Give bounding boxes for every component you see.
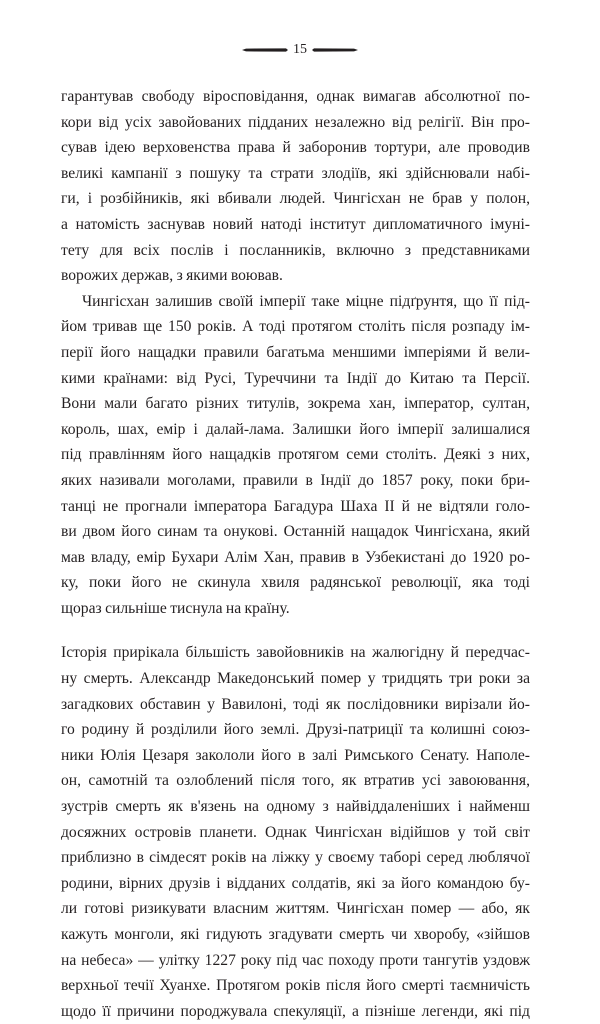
text-line: ви двом його синам та онукові. Останній нащадок Чингісхана, який: [61, 523, 530, 541]
text-line: ники Юлія Цезаря закололи його в залі Римського Сенату. Наполе-: [61, 746, 530, 764]
text-line: король, шах, емір і далай-лама. Залишки його імперії залишалися: [61, 420, 530, 438]
paragraph-2: [61, 289, 530, 622]
paragraph-3: [61, 640, 530, 1024]
text-line: загадкових обставин у Вавилоні, тоді як послідовники вирізали йо-: [61, 695, 530, 713]
text-line: Вони мали багато різних титулів, зокрема хан, імператор, султан,: [61, 395, 530, 413]
text-line: яких називали моголами, правили в Індії до 1857 року, поки бри-: [61, 471, 530, 489]
text-line: великі кампанії з пошуку та страти злодіїв, які здійснювали набі-: [61, 164, 530, 182]
text-line: кори від усіх завойованих підданих незалежно від релігії. Він про-: [61, 113, 530, 131]
text-line: мав владу, емір Бухари Алім Хан, правив в Узбекистані до 1920 ро-: [61, 548, 530, 566]
right-ornament-icon: [312, 45, 358, 55]
text-line: родини, вірних друзів і відданих солдатів, які за його командою бу-: [61, 874, 530, 892]
text-line: верхньої течії Хуанхе. Протягом років після його смерті таємничість: [61, 977, 530, 995]
text-line: перії його нащадки правили багатьма меншими імперіями й вели-: [61, 343, 530, 361]
text-line: го родину й розділили його землі. Друзі-патриції та колишні союз-: [61, 721, 530, 739]
page-header: [0, 40, 600, 60]
text-line: кими країнами: від Русі, Туреччини та Індії до Китаю та Персії.: [61, 369, 530, 387]
text-line: на небеса» — улітку 1227 року під час походу проти тангутів уздовж: [61, 951, 530, 969]
text-line: щодо її причини породжувала спекуляції, а пізніше легенди, які під: [61, 1002, 530, 1020]
text-line: ворожих держав, з якими воював.: [61, 267, 283, 285]
page-number: 15: [293, 42, 307, 57]
paragraph-1: [61, 84, 530, 289]
text-line: Історія прирікала більшість завойовників на жалюгідну й передчас-: [61, 644, 530, 662]
text-line: ку, поки його не скинула хвиля радянської революції, яка тоді: [61, 574, 530, 592]
text-line: щораз сильніше тиснула на країну.: [61, 599, 290, 617]
text-line: ги, і розбійників, які вбивали людей. Чингісхан не брав у полон,: [61, 190, 530, 208]
text-line: під правлінням його нащадків протягом семи століть. Деякі з них,: [61, 446, 530, 464]
text-line: йом тривав ще 150 років. А тоді протягом століть після розпаду ім-: [61, 318, 530, 336]
text-line: он, самотній та озлоблений після того, як втратив усі завоювання,: [61, 772, 530, 790]
section-break: [61, 621, 530, 640]
text-line: сував ідею верховенства права й заборонив тортури, але проводив: [61, 139, 530, 157]
text-line: гарантував свободу віросповідання, однак вимагав абсолютної по-: [61, 88, 530, 105]
text-line: приблизно в сімдесят років на ліжку у своєму таборі серед люблячої: [61, 849, 530, 867]
body-text: [61, 84, 530, 1024]
text-line: ли готові ризикувати власним життям. Чингісхан помер — або, як: [61, 900, 530, 918]
text-line: Чингісхан залишив своїй імперії таке міцне підґрунтя, що її під-: [82, 292, 530, 310]
text-line: танці не прогнали імператора Багадура Шаха II й не відтяли голо-: [61, 497, 530, 515]
text-line: кажуть монголи, які гидують згадувати смерть чи хворобу, «зійшов: [61, 926, 530, 943]
text-line: а натомість заснував новий натоді інститут дипломатичного імуні-: [61, 215, 530, 233]
text-line: ну смерть. Александр Македонський помер у тридцять три роки за: [61, 670, 530, 688]
text-line: зустрів смерть як в'язень на одному з найвіддаленіших і найменш: [61, 798, 530, 816]
text-line: тету для всіх послів і посланників, включно з представниками: [61, 241, 530, 259]
left-ornament-icon: [242, 45, 288, 55]
text-line: досяжних островів планети. Однак Чингісхан відійшов у той світ: [61, 823, 530, 841]
